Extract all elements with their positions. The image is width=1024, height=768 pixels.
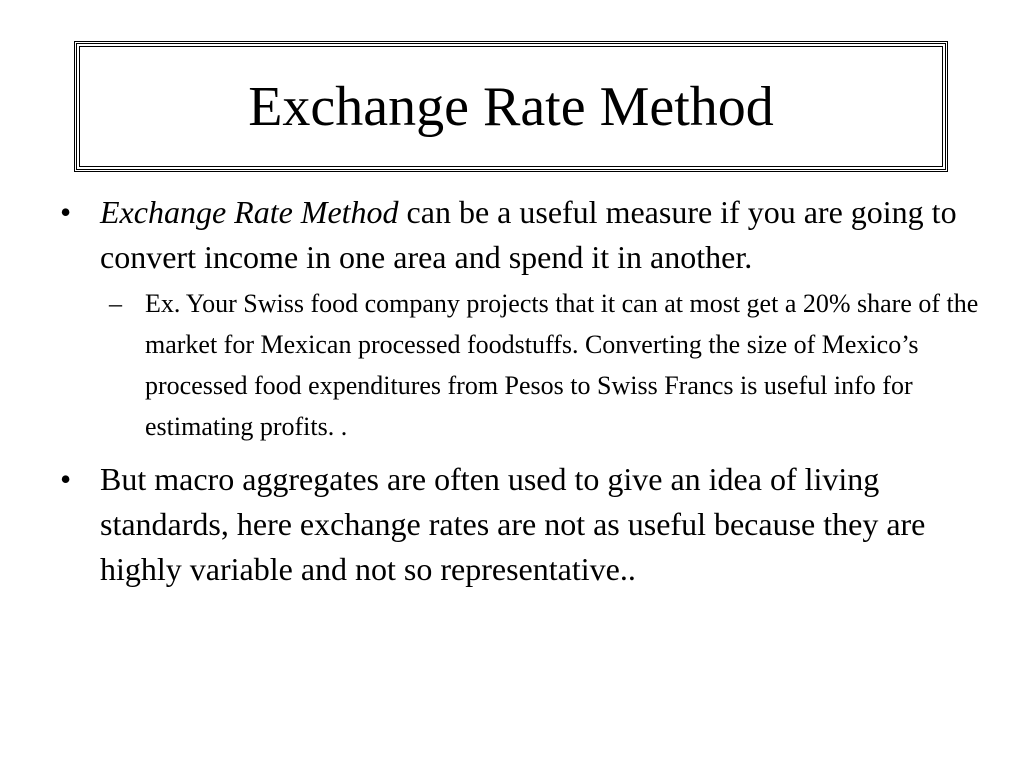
title-inner-border — [79, 46, 943, 167]
bullet-item-exchange-rate-method — [60, 190, 990, 280]
sub-bullet-item-swiss-example — [109, 283, 990, 447]
slide-title: Exchange Rate Method — [248, 75, 774, 138]
bullet-text: But macro aggregates are often used to give an idea of living standards, here exchange rates are not as useful because they are highly variable and not so representative.. — [100, 461, 926, 587]
bullet-text: can be a useful measure if you are going to convert income in one area and spend it in another. — [100, 194, 957, 275]
sub-bullet-dash-icon: – — [109, 289, 122, 318]
bullet-item-macro-aggregates — [60, 457, 990, 592]
bullet-italic-lead: Exchange Rate Method — [100, 194, 399, 230]
sub-bullet-text: Ex. Your Swiss food company projects that it can at most get a 20% share of the market for Mexican processed foodstuffs. Converting the size of Mexico’s processed food expenditures from Pesos to Swiss Francs is useful info for estimating profits. . — [145, 289, 979, 441]
bullet-dot-icon: • — [60, 194, 72, 230]
slide-body — [60, 190, 990, 598]
title-frame — [74, 41, 948, 172]
bullet-dot-icon: • — [60, 461, 72, 497]
